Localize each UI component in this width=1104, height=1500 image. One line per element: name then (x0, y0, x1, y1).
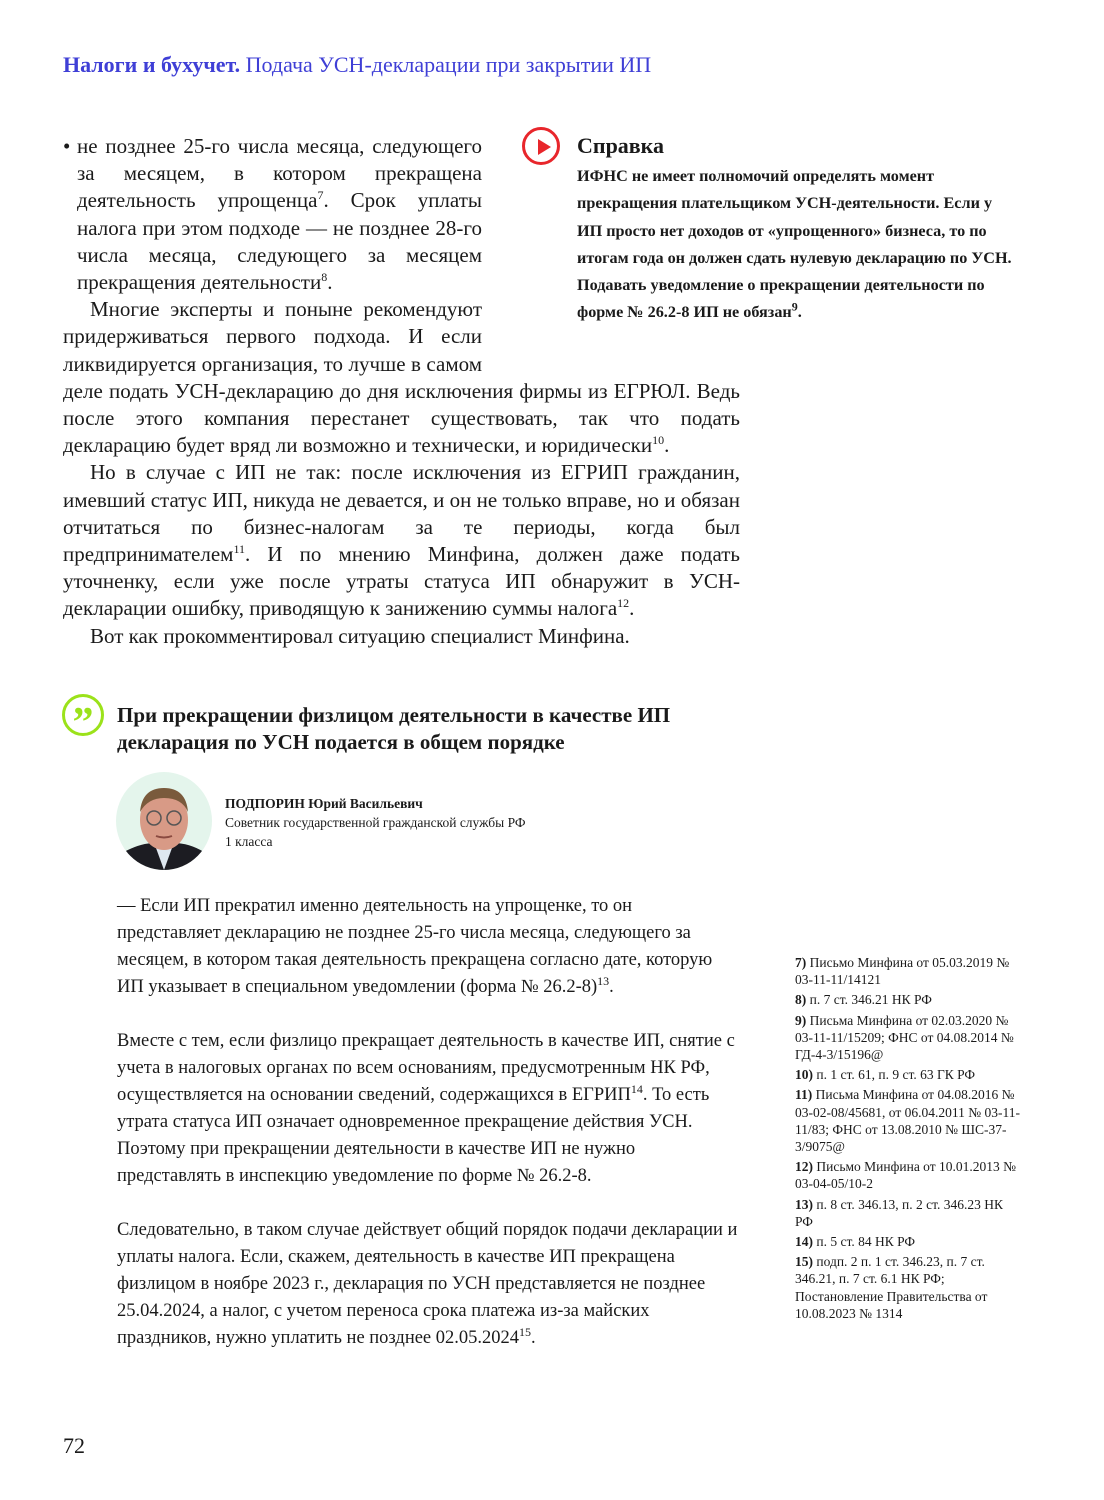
expert-name: ПОДПОРИН Юрий Васильевич (225, 796, 423, 811)
paragraph: — Если ИП прекратил именно деятельность на упрощенке, то он представляет декларацию не позднее 25-го числа месяца, следующего за месяцем, в котором такая деятельность прекращена согласно дате, которую ИП указывает в специальном уведомлении (форма № 26.2-8)$^{13}$. (117, 896, 713, 997)
expert-rank: 1 класса (225, 834, 273, 849)
paragraph: Следовательно, в таком случае действует общий порядок подачи декларации и уплаты налога. Если, скажем, деятельность в качестве ИП прекращена физлицом в ноябре 2023 г., декларация по УСН представляется не позднее 25.04.2024, а налог, с учетом переноса срока платежа из-за майских праздников, нужно уплатить не позднее 02.05.2024$^{15}$. (117, 1220, 738, 1348)
play-icon (522, 127, 560, 165)
paragraph: • не позднее 25-го числа месяца, следующего за месяцем, в котором прекращена деятельность упрощенца$^7$. Срок уплаты налога при этом подходе — не позднее 28-го числа месяца, следующего за месяцем прекращения деятельности$^8$. (63, 133, 740, 296)
footnote: 13) п. 8 ст. 346.13, п. 2 ст. 346.23 НК РФ (795, 1196, 1003, 1229)
expert-position: Советник государственной гражданской службы РФ (225, 815, 526, 830)
paragraph: Вот как прокомментировал ситуацию специалист Минфина. (90, 623, 630, 648)
header-title: Подача УСН-декларации при закрытии ИП (245, 52, 652, 77)
footnote: 14) п. 5 ст. 84 НК РФ (795, 1234, 916, 1250)
footnote: 7) Письмо Минфина от 05.03.2019 № 03-11-11/14121 (795, 955, 1010, 988)
footnote: 10) п. 1 ст. 61, п. 9 ст. 63 ГК РФ (795, 1067, 976, 1083)
footnote: 12) Письмо Минфина от 10.01.2013 № 03-04-05/10-2 (795, 1159, 1017, 1192)
quote-icon: ” (62, 694, 104, 736)
header-section: Налоги и бухучет. (63, 52, 241, 77)
expert-info (225, 794, 526, 851)
quote-body (117, 893, 740, 1379)
quote-title: При прекращении физлицом деятельности в качестве ИП декларация по УСН подается в общем порядке (117, 703, 671, 754)
page-number: 72 (63, 1433, 85, 1458)
paragraph: Многие эксперты и поныне рекомендуют придерживаться первого подхода. И если ликвидируется организация, то лучше в самом деле подать УСН-декларацию до дня исключения фирмы из ЕГРЮЛ. Ведь после этого компания перестанет существовать, так что подать декларацию будет вряд ли возможно и технически, и юридически$^{10}$. (63, 297, 740, 458)
footnote: 11) Письма Минфина от 04.08.2016 № 03-02-08/45681, от 06.04.2011 № 03-11-11/83; ФНС от 13.08.2010 № ШС-37-3/9075@ (795, 1087, 1020, 1155)
footnote: 9) Письма Минфина от 02.03.2020 № 03-11-11/15209; ФНС от 04.08.2014 № ГД-4-3/15196@ (795, 1012, 1014, 1063)
running-header (63, 52, 651, 78)
footnote: 8) п. 7 ст. 346.21 НК РФ (795, 992, 932, 1008)
paragraph: Вместе с тем, если физлицо прекращает деятельность в качестве ИП, снятие с учета в налоговых органах по всем основаниям, предусмотренным НК РФ, осуществляется на основании сведений, содержащихся в ЕГРИП$^{14}$. То есть утрата статуса ИП означает одновременное прекращение действия УСН. Поэтому при прекращении деятельности в качестве ИП не нужно представлять в инспекцию уведомление по форме № 26.2-8. (117, 1031, 735, 1186)
expert-photo (116, 772, 212, 870)
paragraph: Но в случае с ИП не так: после исключения из ЕГРИП гражданин, имевший статус ИП, никуда не девается, и он не только вправе, но и обязан отчитаться по бизнес-налогам за те периоды, когда был предпринимателем$^{11}$. И по мнению Минфина, должен даже подать уточненку, если уже после утраты статуса ИП обнаружит в УСН-декларации ошибку, приводящую к занижению суммы налога$^{12}$. (63, 460, 740, 621)
info-box-text: ИФНС не имеет полномочий определять момент прекращения плательщиком УСН-деятельности. Если у ИП просто нет доходов от «упрощенного» бизнеса, то по итогам года он должен сдать нулевую декларацию по УСН. Подавать уведомление о прекращении деятельности по форме № 26.2-8 ИП не обязан$^9$. (577, 167, 1012, 322)
footnote: 15) подп. 2 п. 1 ст. 346.23, п. 7 ст. 346.21, п. 7 ст. 6.1 НК РФ; Постановление Правительства от 10.08.2023 № 1314 (795, 1254, 988, 1321)
info-box-title: Справка (577, 133, 665, 158)
footnotes (795, 954, 1020, 1325)
